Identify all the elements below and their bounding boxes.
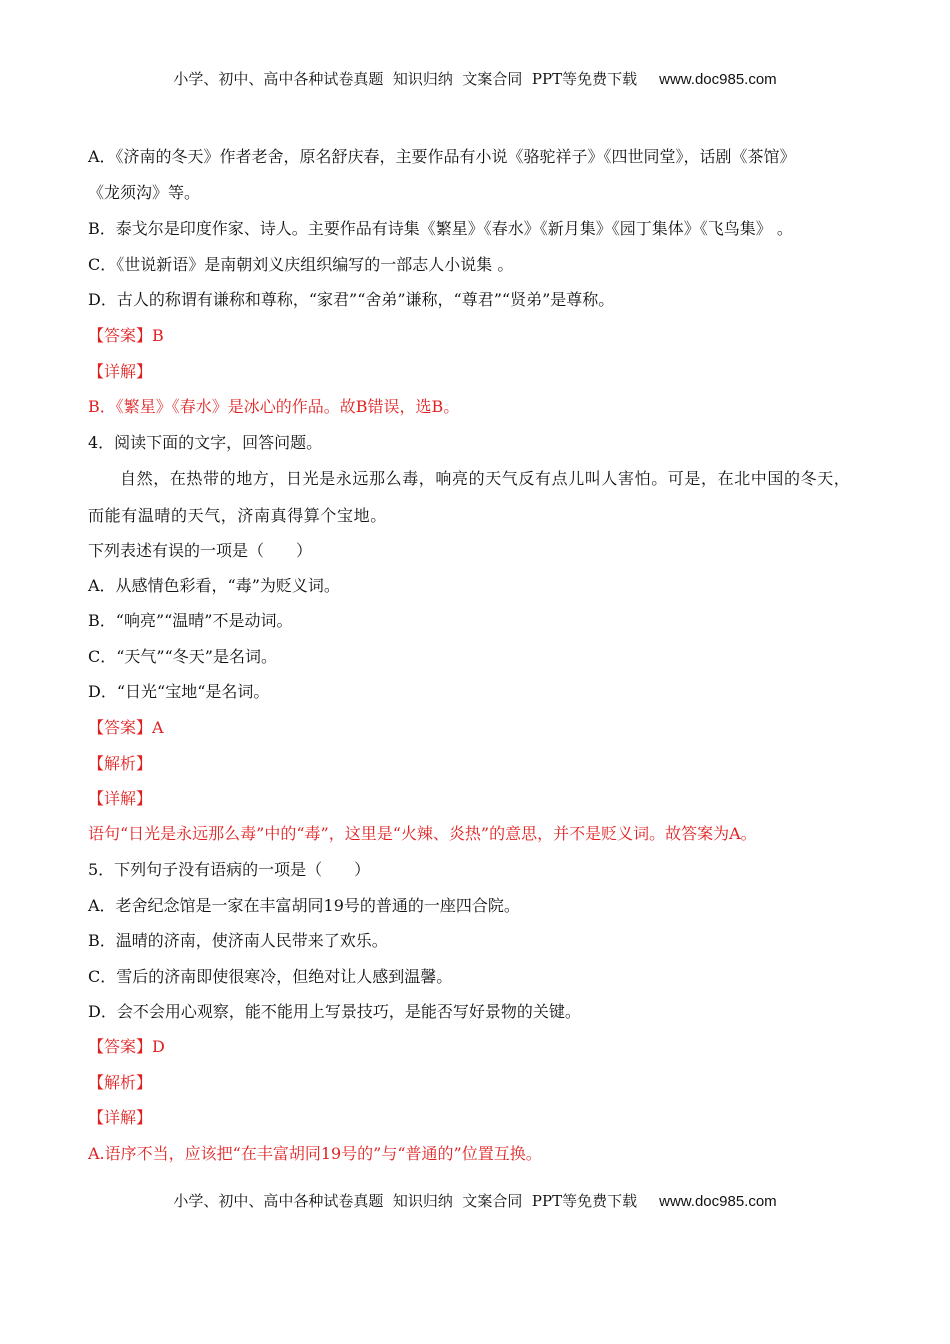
q3-detail: B．《繁星》《春水》是冰心的作品。故B错误，选B。 [88, 397, 460, 416]
q5-option-c: C．雪后的济南即使很寒冷，但绝对让人感到温馨。 [88, 967, 453, 986]
q3-option-b: B．泰戈尔是印度作家、诗人。主要作品有诗集《繁星》《春水》《新月集》《园丁集体》《飞鸟集》 。 [88, 219, 793, 238]
q4-detail: 语句“日光是永远那么毒”中的“毒”，这里是“火辣、炎热”的意思，并不是贬义词。故答案为A。 [88, 824, 757, 843]
q3-option-a-line1: A．《济南的冬天》作者老舍，原名舒庆春，主要作品有小说《骆驼祥子》《四世同堂》，话剧《茶馆》 [88, 147, 796, 166]
q4-option-c: C．“天气”“冬天”是名词。 [88, 647, 277, 666]
q5-answer: 【答案】D [88, 1037, 165, 1056]
q4-analysis-label: 【解析】 [88, 754, 153, 773]
page-header-banner [0, 68, 950, 89]
q5-detail-label: 【详解】 [88, 1108, 153, 1127]
q4-option-d: D．“日光“宝地“是名词。 [88, 682, 270, 701]
q4-answer: 【答案】A [88, 718, 164, 737]
q3-option-c: C．《世说新语》是南朝刘义庆组织编写的一部志人小说集 。 [88, 255, 514, 274]
q4-passage-line2: 而能有温晴的天气，济南真得算个宝地。 [88, 506, 387, 525]
header-text: 小学、初中、高中各种试卷真题 知识归纳 文案合同 PPT等免费下载 [173, 70, 638, 88]
q3-option-d: D．古人的称谓有谦称和尊称，“家君”“舍弟”谦称，“尊君”“贤弟”是尊称。 [88, 290, 615, 309]
q4-detail-label: 【详解】 [88, 789, 153, 808]
q4-stem: 4．阅读下面的文字，回答问题。 [88, 433, 323, 452]
q5-option-a: A．老舍纪念馆是一家在丰富胡同19号的普通的一座四合院。 [88, 896, 520, 915]
q4-question: 下列表述有误的一项是（ ） [88, 541, 313, 560]
footer-text: 小学、初中、高中各种试卷真题 知识归纳 文案合同 PPT等免费下载 [173, 1192, 638, 1210]
q3-option-a-line2: 《龙须沟》等。 [88, 183, 201, 202]
q3-detail-label: 【详解】 [88, 362, 153, 381]
header-site-link[interactable]: www.doc985.com [659, 71, 777, 88]
q4-passage-line1: 自然，在热带的地方，日光是永远那么毒，响亮的天气反有点儿叫人害怕。可是，在北中国的冬天， [120, 469, 851, 488]
q4-option-a: A．从感情色彩看，“毒”为贬义词。 [88, 576, 340, 595]
page-footer-banner [0, 1190, 950, 1211]
q5-detail: A.语序不当，应该把“在丰富胡同19号的”与“普通的”位置互换。 [88, 1144, 542, 1163]
q5-stem: 5．下列句子没有语病的一项是（ ） [88, 860, 371, 879]
q3-answer: 【答案】B [88, 326, 164, 345]
q4-option-b: B．“响亮”“温晴”不是动词。 [88, 611, 293, 630]
footer-site-link[interactable]: www.doc985.com [659, 1193, 777, 1210]
q5-option-d: D．会不会用心观察，能不能用上写景技巧，是能否写好景物的关键。 [88, 1002, 581, 1021]
q5-option-b: B．温晴的济南，使济南人民带来了欢乐。 [88, 931, 388, 950]
q5-analysis-label: 【解析】 [88, 1073, 153, 1092]
